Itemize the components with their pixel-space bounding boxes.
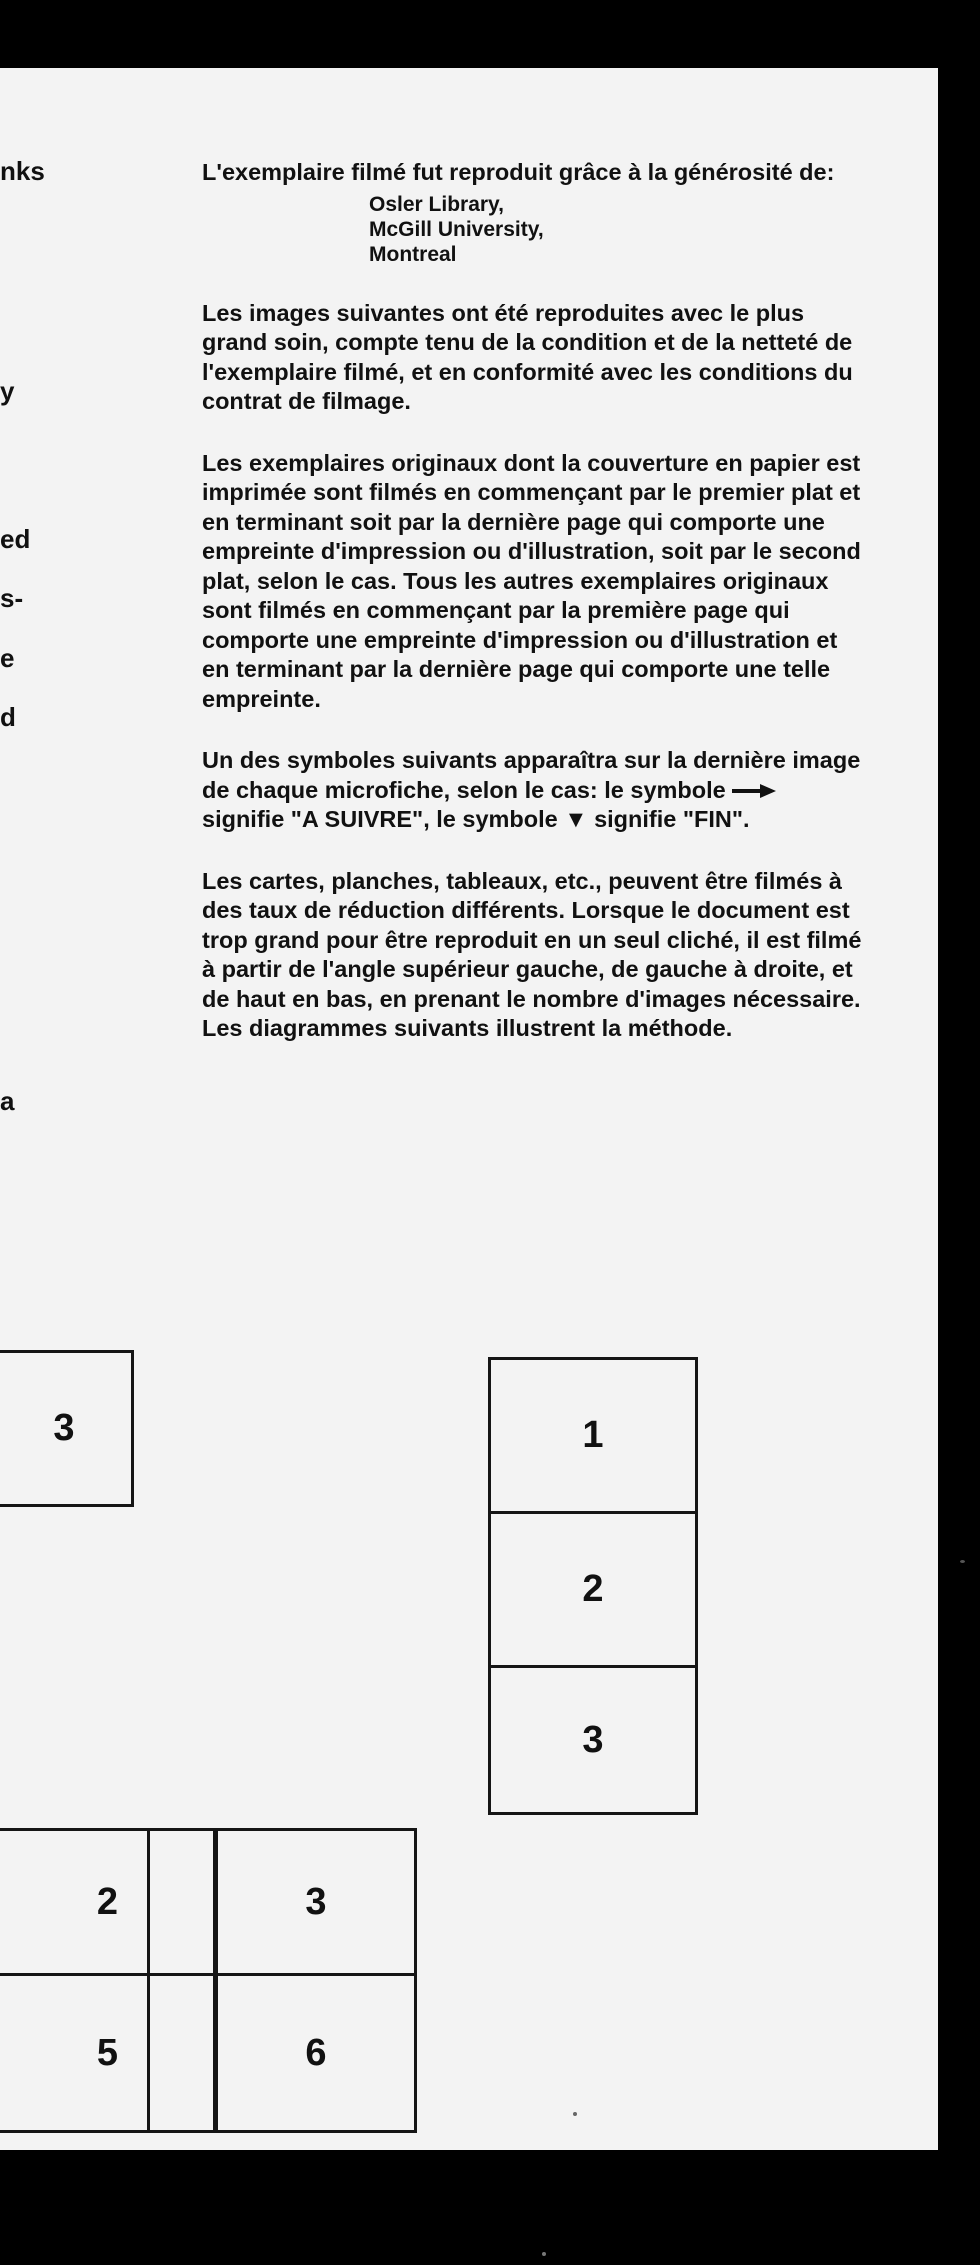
triangle-symbol-icon: ▼ [564, 806, 588, 832]
paragraph-symbols [202, 746, 862, 835]
scan-speck [960, 1560, 965, 1563]
address-line: Montreal [369, 242, 457, 266]
diagram-column-cell [488, 1357, 698, 1514]
diagram-number: 2 [96, 1880, 119, 1923]
left-fragment: ed [0, 524, 31, 554]
address-line: Osler Library, [369, 192, 505, 216]
arrow-symbol-icon [732, 784, 776, 798]
diagram-grid-cell [215, 1973, 417, 2133]
diagram-number: 6 [305, 2031, 327, 2074]
diagram-number: 3 [305, 1880, 327, 1923]
scan-speck [573, 2112, 577, 2116]
paragraph-methods: Les cartes, planches, tableaux, etc., peuvent être filmés à des taux de réduction différents. Lorsque le document est trop grand pour être reproduit en un seul cliché, il est filmé à partir de l'angle supérieur gauche, de gauche à droite, et de haut en bas, en prenant le nombre d'images nécessaire. Les diagrammes suivants illustrent la méthode. [202, 867, 862, 1041]
address-line: McGill University, [369, 217, 544, 241]
diagram-number: 3 [582, 1718, 604, 1761]
diagram-number: 3 [53, 1407, 75, 1449]
paragraph-care: Les images suivantes ont été reproduites avec le plus grand soin, compte tenu de la condition et de la netteté de l'exemplaire filmé, et en conformité avec les conditions du contrat de filmage. [202, 299, 853, 414]
left-fragment: s- [0, 583, 24, 613]
diagram-number: 2 [582, 1568, 604, 1610]
diagram-number: 5 [96, 2031, 119, 2074]
diagram-partial-box [0, 1350, 134, 1507]
left-fragment: d [0, 702, 16, 732]
scan-speck [542, 2252, 546, 2256]
diagram-grid-cell [0, 1828, 218, 1976]
intro-text: L'exemplaire filmé fut reproduit grâce à la générosité de: [202, 159, 835, 185]
symbols-text: Un des symboles suivants apparaîtra sur la dernière image de chaque microfiche, selon le cas: le symbole [202, 747, 861, 803]
text-column [202, 158, 862, 1076]
diagram-grid-cell [0, 1973, 218, 2133]
left-fragment: a [0, 1086, 15, 1116]
left-fragment: nks [0, 156, 45, 186]
arrow-meaning: signifie "A SUIVRE", le symbole [202, 806, 558, 832]
paragraph-originals: Les exemplaires originaux dont la couverture en papier est imprimée sont filmés en commençant par le premier plat et en terminant soit par la dernière page qui comporte une empreinte d'impression ou d'illustration, soit par le second plat, selon le cas. Tous les autres exemplaires originaux sont filmés en commençant par la première page qui comporte une empreinte d'impression ou d'illustration et en terminant par la dernière page qui comporte une telle empreinte. [202, 449, 861, 712]
left-fragment: y [0, 376, 15, 406]
diagram-grid-cell [215, 1828, 417, 1976]
triangle-meaning: signifie "FIN". [594, 806, 750, 832]
library-address [369, 192, 862, 267]
diagram-column-cell [488, 1511, 698, 1668]
diagram-column-cell [488, 1665, 698, 1815]
left-fragment: e [0, 643, 15, 673]
diagram-number: 1 [582, 1414, 604, 1456]
